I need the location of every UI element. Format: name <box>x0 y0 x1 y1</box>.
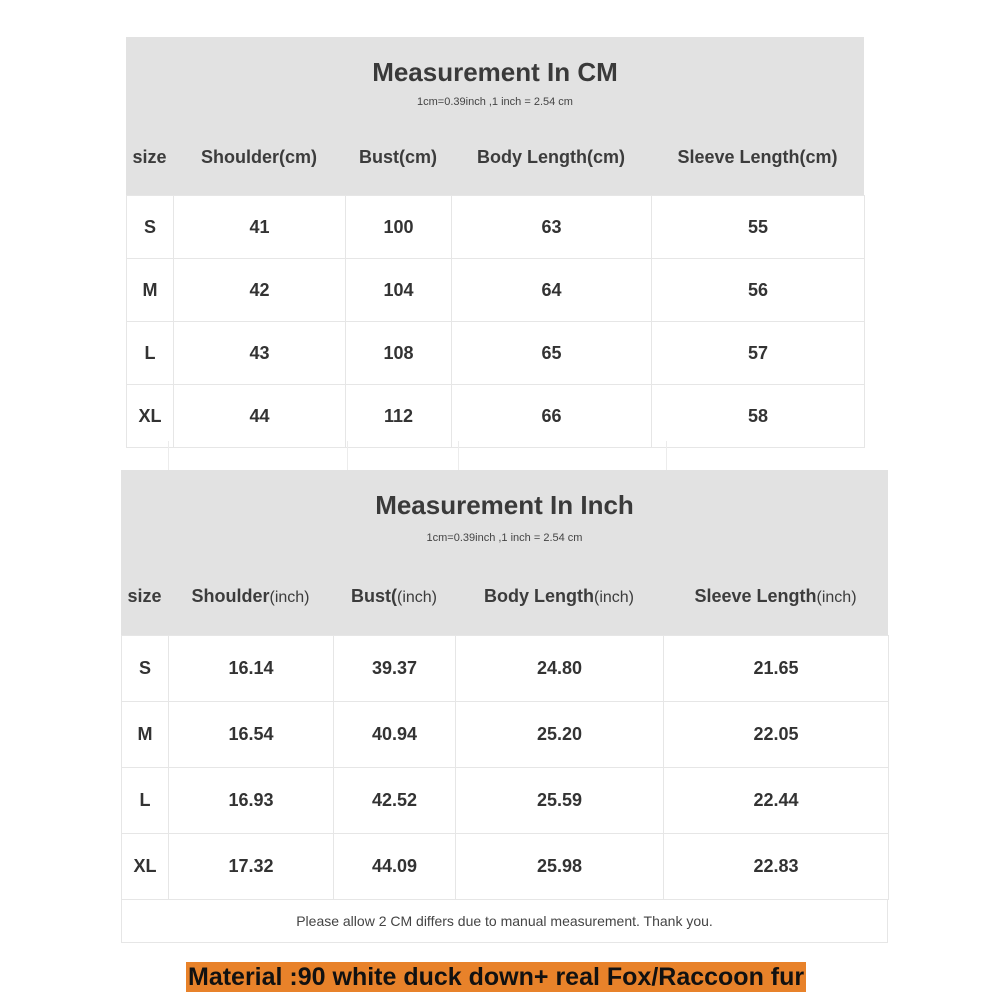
value-cell: 66 <box>452 385 652 448</box>
value-cell: 64 <box>452 259 652 322</box>
table-row <box>122 636 889 702</box>
value-cell: 44 <box>174 385 346 448</box>
size-cell: L <box>122 768 169 834</box>
inch-table-title: Measurement In Inch <box>375 490 634 520</box>
measurement-note: Please allow 2 CM differs due to manual measurement. Thank you. <box>121 900 888 943</box>
table-row <box>127 322 865 385</box>
value-cell: 17.32 <box>169 834 334 900</box>
cm-measurement-table <box>126 37 864 448</box>
value-cell: 16.54 <box>169 702 334 768</box>
cm-table-title: Measurement In CM <box>372 57 618 87</box>
table-row <box>122 768 889 834</box>
inch-table-header <box>121 470 888 635</box>
value-cell: 63 <box>452 196 652 259</box>
col-header-bust: Bust(cm) <box>358 147 437 167</box>
value-cell: 56 <box>652 259 865 322</box>
col-header-sleeve-length: Sleeve Length(cm) <box>677 147 838 167</box>
value-cell: 39.37 <box>334 636 456 702</box>
value-cell: 16.14 <box>169 636 334 702</box>
col-header-shoulder: Shoulder(cm) <box>200 147 317 167</box>
col-header-size: size <box>127 586 162 606</box>
value-cell: 22.83 <box>664 834 889 900</box>
value-cell: 100 <box>346 196 452 259</box>
col-header-shoulder: Shoulder(inch) <box>191 586 310 606</box>
table-row <box>122 702 889 768</box>
value-cell: 57 <box>652 322 865 385</box>
size-cell: S <box>127 196 174 259</box>
value-cell: 112 <box>346 385 452 448</box>
size-cell: XL <box>127 385 174 448</box>
value-cell: 55 <box>652 196 865 259</box>
value-cell: 104 <box>346 259 452 322</box>
value-cell: 41 <box>174 196 346 259</box>
value-cell: 16.93 <box>169 768 334 834</box>
material-label: Material :90 white duck down+ real Fox/Raccoon fur <box>188 963 805 991</box>
col-header-sleeve-length: Sleeve Length(inch) <box>694 586 857 606</box>
table-row <box>122 834 889 900</box>
inch-data-grid <box>121 635 889 900</box>
cm-data-grid <box>126 195 865 448</box>
inch-measurement-table <box>121 470 888 943</box>
value-cell: 65 <box>452 322 652 385</box>
value-cell: 42 <box>174 259 346 322</box>
value-cell: 25.59 <box>456 768 664 834</box>
inch-column-headers <box>121 586 888 607</box>
inch-table-subtitle: 1cm=0.39inch ,1 inch = 2.54 cm <box>426 532 583 544</box>
table-row <box>127 385 865 448</box>
cm-column-headers <box>126 147 864 168</box>
value-cell: 22.05 <box>664 702 889 768</box>
value-cell: 24.80 <box>456 636 664 702</box>
value-cell: 25.20 <box>456 702 664 768</box>
col-header-size: size <box>132 147 167 167</box>
value-cell: 58 <box>652 385 865 448</box>
col-header-bust: Bust((inch) <box>350 586 437 606</box>
size-cell: M <box>122 702 169 768</box>
table-gap-divider <box>121 441 888 470</box>
size-cell: L <box>127 322 174 385</box>
value-cell: 25.98 <box>456 834 664 900</box>
value-cell: 42.52 <box>334 768 456 834</box>
size-cell: M <box>127 259 174 322</box>
cm-table-header <box>126 37 864 195</box>
value-cell: 44.09 <box>334 834 456 900</box>
value-cell: 22.44 <box>664 768 889 834</box>
col-header-body-length: Body Length(inch) <box>483 586 634 606</box>
table-row <box>127 259 865 322</box>
value-cell: 43 <box>174 322 346 385</box>
col-header-body-length: Body Length(cm) <box>477 147 625 167</box>
cm-table-subtitle: 1cm=0.39inch ,1 inch = 2.54 cm <box>417 96 573 108</box>
value-cell: 40.94 <box>334 702 456 768</box>
value-cell: 108 <box>346 322 452 385</box>
size-cell: XL <box>122 834 169 900</box>
table-row <box>127 196 865 259</box>
size-cell: S <box>122 636 169 702</box>
value-cell: 21.65 <box>664 636 889 702</box>
